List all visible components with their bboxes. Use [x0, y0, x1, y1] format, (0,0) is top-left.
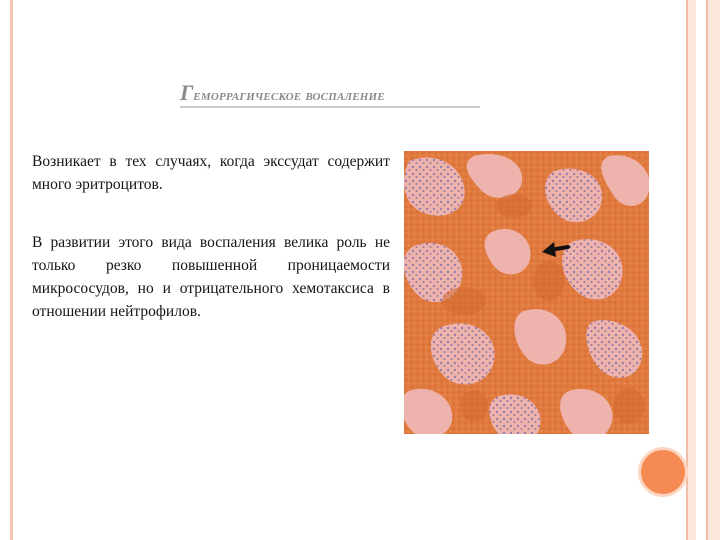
- right-border-line-outer: [706, 0, 708, 540]
- accent-circle: [641, 450, 685, 494]
- paragraph-1: Возникает в тех случаях, когда экссудат содержит много эритроцитов.: [32, 153, 390, 193]
- title-rest: еморрагическое воспаление: [193, 87, 385, 104]
- title-underline: [180, 106, 480, 108]
- right-border-gap: [696, 0, 706, 540]
- paragraph-2: В развитии этого вида воспаления велика роль не только резко повышенной проницаемости микрососудов, но и отрицательного хемотаксиса в отношении нейтрофилов.: [32, 234, 390, 320]
- right-border-line-inner: [686, 0, 688, 540]
- left-border-line: [10, 0, 13, 540]
- slide-title: [180, 80, 500, 106]
- histology-image: [404, 151, 649, 434]
- title-first-letter: Г: [180, 80, 194, 105]
